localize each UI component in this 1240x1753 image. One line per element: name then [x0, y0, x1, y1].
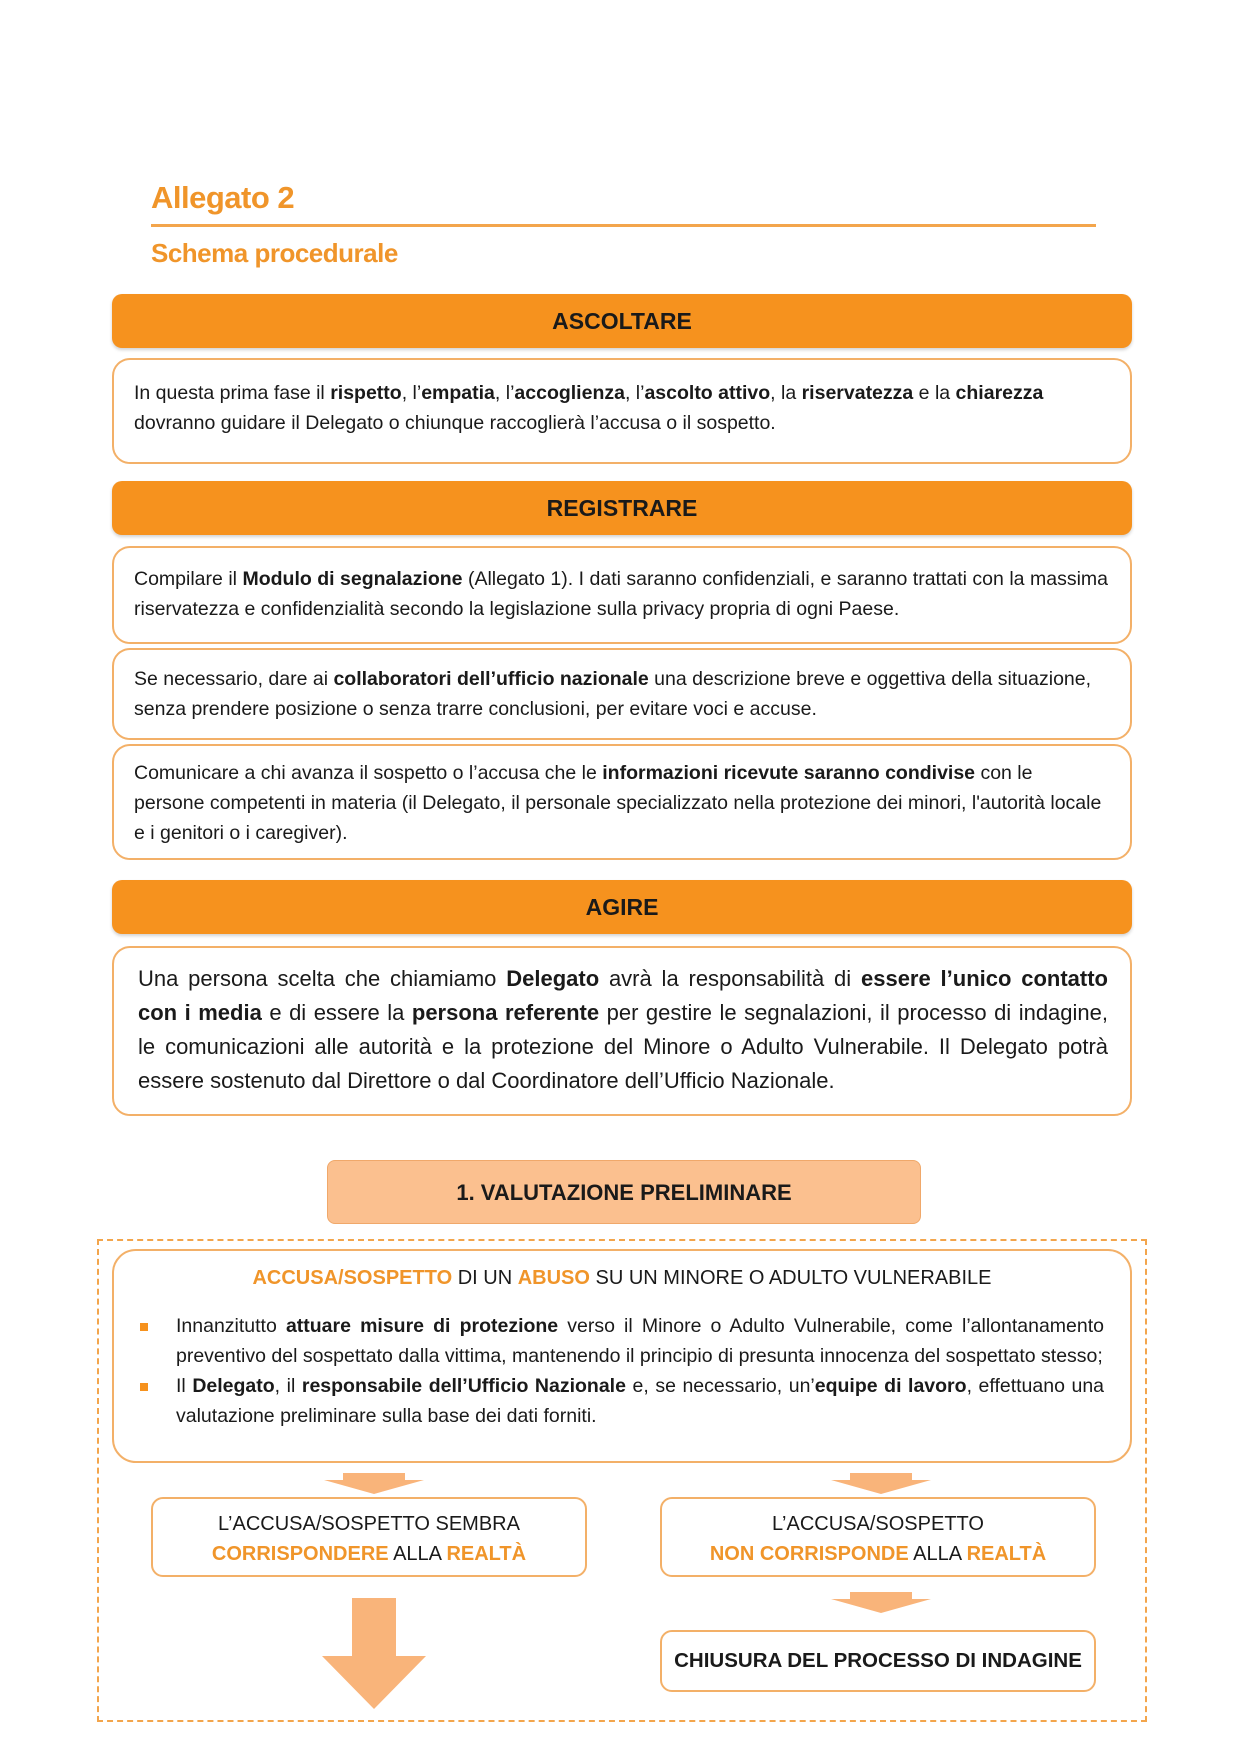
section-bar-ascoltare: ASCOLTARE	[112, 294, 1132, 348]
list-item: Il Delegato, il responsabile dell’Ufficio Nazionale e, se necessario, un’equipe di lavoro, effettuano una valutazione preliminare sulla base dei dati forniti.	[140, 1371, 1104, 1431]
agire-box: Una persona scelta che chiamiamo Delegato avrà la responsabilità di essere l’unico contatto con i media e di essere la persona referente per gestire le segnalazioni, il processo di indagine, le comunicazioni alle autorità e la protezione del Minore o Adulto Vulnerabile. Il Delegato potrà essere sostenuto dal Direttore o dal Coordinatore dell’Ufficio Nazionale.	[112, 946, 1132, 1116]
registrare-box-comunicare: Comunicare a chi avanza il sospetto o l’accusa che le informazioni ricevute saranno condivise con le persone competenti in materia (il Delegato, il personale specializzato nella protezione dei minori, l'autorità locale e i genitori o i caregiver).	[112, 744, 1132, 860]
result-line: NON CORRISPONDE ALLA REALTÀ	[709, 1543, 1047, 1565]
assessment-heading: ACCUSA/SOSPETTO DI UN ABUSO SU UN MINORE O ADULTO VULNERABILE	[252, 1267, 992, 1289]
list-item: Innanzitutto attuare misure di protezione verso il Minore o Adulto Vulnerabile, come l’allontanamento preventivo del sospettato dalla vittima, mantenendo il principio di presunta innocenza del sospettato stesso;	[140, 1311, 1104, 1371]
preliminary-assessment-box	[112, 1249, 1132, 1463]
arrow-down-icon	[830, 1473, 932, 1495]
large-arrow-down-icon	[322, 1598, 426, 1710]
bullet-square-icon	[140, 1323, 148, 1331]
registrare-box-modulo: Compilare il Modulo di segnalazione (Allegato 1). I dati saranno confidenziali, e saranno trattati con la massima riservatezza e confidenzialità secondo la legislazione sulla privacy propria di ogni Paese.	[112, 546, 1132, 644]
section-bar-agire: AGIRE	[112, 880, 1132, 934]
ascoltare-box: In questa prima fase il rispetto, l’empatia, l’accoglienza, l’ascolto attivo, la riservatezza e la chiarezza dovranno guidare il Delegato o chiunque raccoglierà l’accusa o il sospetto.	[112, 358, 1132, 464]
result-box-corresponds	[151, 1497, 587, 1577]
page-subtitle: Schema procedurale	[151, 238, 398, 268]
bullet-square-icon	[140, 1383, 148, 1391]
section-bar-registrare: REGISTRARE	[112, 481, 1132, 535]
result-line: CORRISPONDERE ALLA REALTÀ	[211, 1543, 527, 1565]
registrare-box-collaboratori: Se necessario, dare ai collaboratori dell’ufficio nazionale una descrizione breve e oggettiva della situazione, senza prendere posizione o senza trarre conclusioni, per evitare voci e accuse.	[112, 648, 1132, 740]
phase-title: 1. VALUTAZIONE PRELIMINARE	[327, 1160, 921, 1224]
result-box-not-corresponds	[660, 1497, 1096, 1577]
title-rule	[151, 224, 1096, 227]
result-line: L’ACCUSA/SOSPETTO SEMBRA	[218, 1513, 520, 1535]
page-title: Allegato 2	[151, 180, 295, 215]
arrow-down-icon	[830, 1592, 932, 1614]
result-line: L’ACCUSA/SOSPETTO	[772, 1513, 984, 1535]
closure-box: CHIUSURA DEL PROCESSO DI INDAGINE	[660, 1630, 1096, 1692]
arrow-down-icon	[323, 1473, 425, 1495]
